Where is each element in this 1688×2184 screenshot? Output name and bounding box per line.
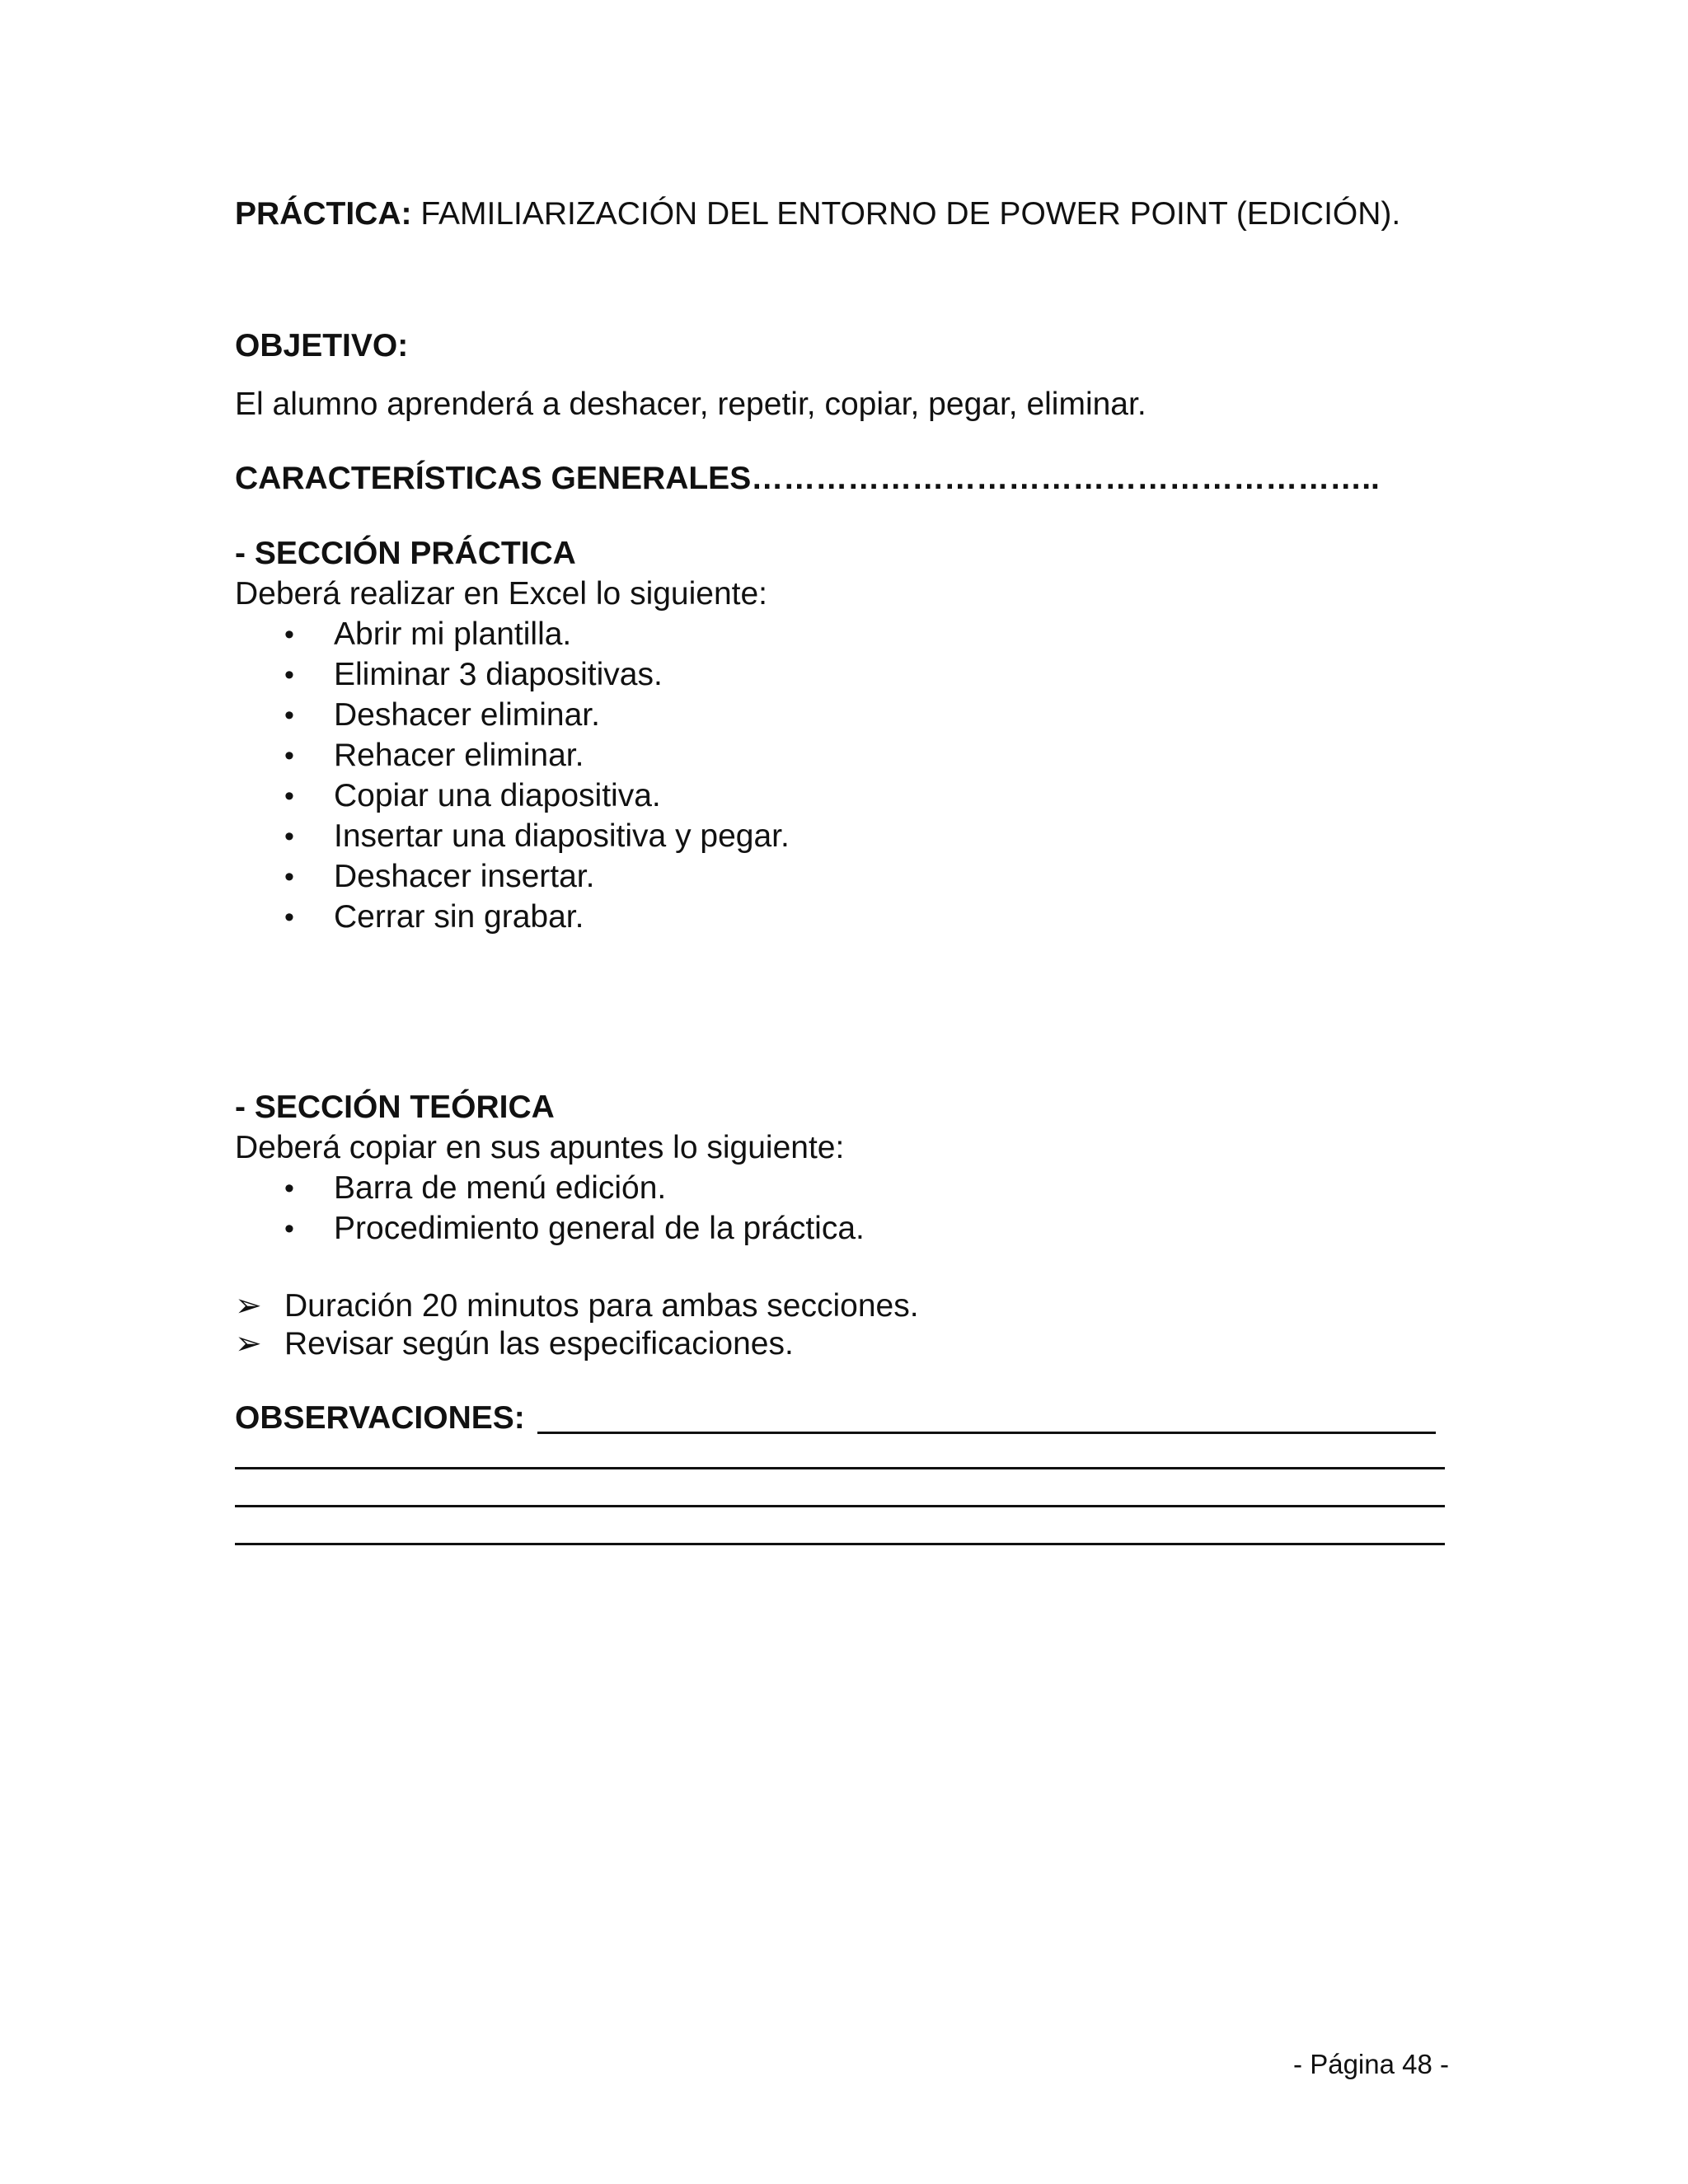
theory-section-intro: Deberá copiar en sus apuntes lo siguiente:: [235, 1130, 845, 1165]
bullet-icon: •: [284, 619, 294, 650]
arrow-bullet-icon: ➢: [235, 1326, 262, 1361]
document-page: PRÁCTICA: FAMILIARIZACIÓN DEL ENTORNO DE POWER POINT (EDICIÓN). OBJETIVO: El alumno aprenderá a deshacer, repetir, copiar, pegar, eliminar. CARACTERÍSTICAS GENERALES………………………………………………….. - SECCIÓN PRÁCTICA Deberá realizar en Excel lo siguiente: • Abrir mi plantilla. • Eliminar 3 diapositivas. • Deshacer eliminar. • Rehacer eliminar. • Copiar una diapositiva. • Insertar una diapositiva y pegar. • Deshacer insertar. • Cerrar sin grabar. - SECCIÓN TEÓRICA Deberá copiar en sus apuntes lo siguiente: • Barra de menú edición. • Procedimiento general de la práctica. ➢ Duración 20 minutos para ambas secciones. ➢ Revisar según las especificaciones. OBSERVACIONES: - Página 48 -: [235, 196, 1449, 2079]
practical-section-intro: Deberá realizar en Excel lo siguiente:: [235, 576, 768, 612]
bullet-icon: •: [284, 821, 294, 852]
observations-write-line[interactable]: [537, 1432, 1436, 1434]
observations-label: OBSERVACIONES:: [235, 1400, 525, 1436]
bullet-icon: •: [284, 780, 294, 812]
theory-section-heading: - SECCIÓN TEÓRICA: [235, 1090, 555, 1125]
bullet-icon: •: [284, 1173, 294, 1204]
practical-section-heading: - SECCIÓN PRÁCTICA: [235, 536, 576, 571]
arrow-bullet-icon: ➢: [235, 1288, 262, 1324]
bullet-icon: •: [284, 1213, 294, 1244]
bullet-icon: •: [284, 740, 294, 771]
general-heading: CARACTERÍSTICAS GENERALES…………………………………………………..: [235, 461, 1380, 496]
objective-heading: OBJETIVO:: [235, 328, 409, 363]
objective-text: El alumno aprenderá a deshacer, repetir, copiar, pegar, eliminar.: [235, 387, 1146, 422]
bullet-icon: •: [284, 700, 294, 731]
observations-write-line[interactable]: [235, 1505, 1445, 1507]
practice-label: PRÁCTICA:: [235, 196, 412, 232]
bullet-icon: •: [284, 861, 294, 893]
observations-write-line[interactable]: [235, 1543, 1445, 1545]
practice-title-text: FAMILIARIZACIÓN DEL ENTORNO DE POWER POINT (EDICIÓN).: [411, 196, 1401, 232]
observations-write-line[interactable]: [235, 1467, 1445, 1469]
page-number: - Página 48 -: [1293, 2049, 1449, 2079]
practice-title: [235, 194, 1400, 234]
bullet-icon: •: [284, 659, 294, 691]
bullet-icon: •: [284, 902, 294, 933]
